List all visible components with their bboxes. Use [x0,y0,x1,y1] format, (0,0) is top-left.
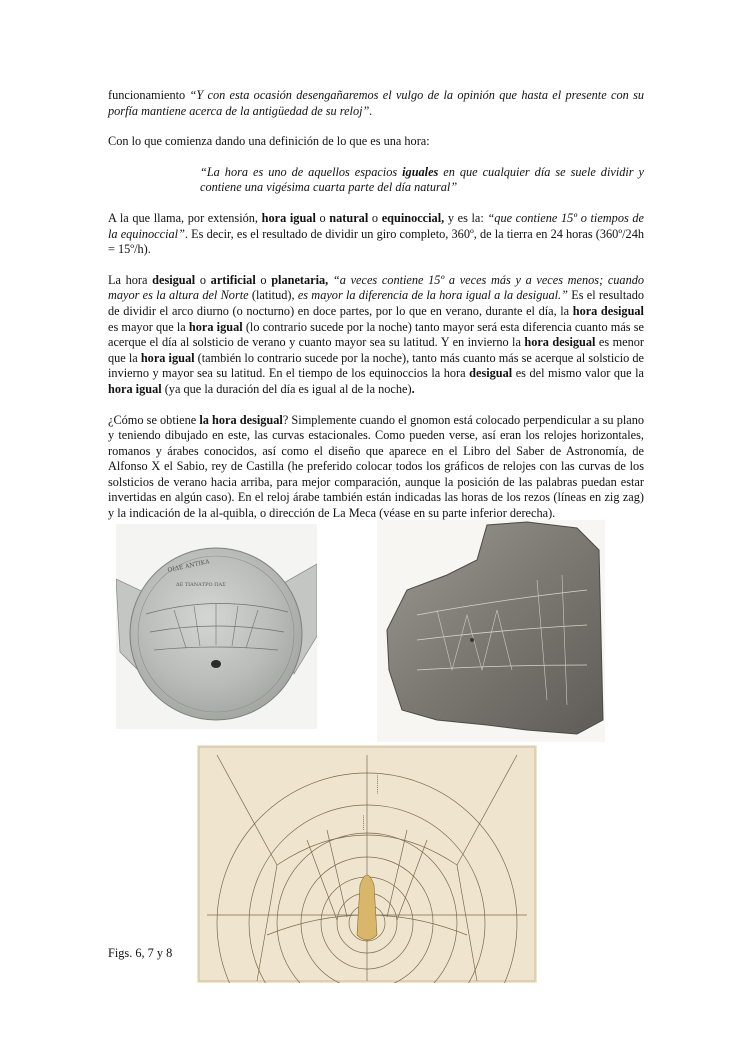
text: y es la: [444,210,488,225]
bold-text: natural [329,210,369,225]
document-body [108,88,644,537]
text: Es el resultado de dividir el arco diurno (o nocturno) en doce partes, por lo que en verano, durante el día, la [108,288,644,318]
figure-6-roman-sundial [116,524,317,729]
text: . Es decir, es el resultado de dividir un giro completo, 360º, de la tierra en 24 horas (360º/24h = 15º/h). [108,226,645,257]
quote-text: “Y con esta ocasión desengañaremos el vulgo de la opinión que hasta el presente con su porfía mantiene acerca de la antigüedad de su reloj”. [108,88,644,118]
bold-text: hora igual [108,381,162,396]
text: (latitud), [248,288,298,303]
bold-text: equinoccial, [381,210,445,225]
svg-text:ΔΕ ΤΙΑΝΑΤΡΟ ΠΑΣ: ΔΕ ΤΙΑΝΑΤΡΟ ΠΑΣ [176,582,226,588]
paragraph-3 [108,211,644,258]
bold-text: desigual [469,366,513,381]
bold-text: iguales [402,164,439,179]
text: ? Simplemente cuando el gnomon está colocado perpendicular a su plano y teniendo dibujado en este, las curvas estacionales. Como pueden verse, así eran los relojes horizontales, romanos y árabes conocidos, así como el diseño que aparece en el Libro del Saber de Astronomía, de Alfonso X el Sabio, rey de Castilla (he preferido colocar todos los gráficos de relojes con las curvas de los solsticios de verano hacia arriba, para mejor comparación, aunque la posición de las palabras puedan estar invertidas en algún caso). En el reloj árabe también están indicadas las horas de los rezos (líneas en zig zag) y la indicación de la al-quibla, o dirección de La Meca (véase en su parte inferior derecha). [108,412,645,521]
svg-text:··········: ·········· [373,775,380,795]
figure-7-arabic-sundial [377,520,605,742]
bold-text: hora desigual [572,303,644,318]
bold-text: hora igual [261,210,316,225]
svg-text:ΟΙΔΕ ΑΝΤΙΚΑ: ΟΙΔΕ ΑΝΤΙΚΑ [166,558,211,574]
arabic-sundial-illustration [377,520,605,742]
text: A la que llama, por extensión, [108,210,262,225]
roman-sundial-illustration [116,524,317,729]
bold-text: hora igual [188,319,243,334]
block-quote [200,165,644,196]
bold-text: . [411,381,415,396]
quote-text: “que contiene 15º o tiempos de la equinoccial” [108,210,645,241]
quote-text: es mayor la diferencia de la hora igual a la desigual.” [297,288,568,303]
figure-caption: Figs. 6, 7 y 8 [108,946,173,960]
text: (también lo contrario sucede por la noche), tanto más cuanto más se acerque al solsticio de invierno y mayor sea su latitud. En el tiempo de los equinoccios la hora [108,350,644,381]
bold-text: planetaria, [271,272,329,287]
text: ¿Cómo se obtiene [108,412,200,427]
text: (ya que la duración del día es igual al de la noche) [161,381,412,396]
text: es menor que la [108,335,644,365]
paragraph-1 [108,88,644,119]
paragraph-5 [108,413,644,522]
quote-text: “a veces contiene 15º a veces más y a veces menos; cuando mayor es la altura del Norte [108,272,645,303]
figure-8-alfonso-diagram [197,745,537,983]
bold-text: desigual [152,272,196,287]
text: funcionamiento [108,88,190,102]
bold-text: hora desigual [524,335,596,350]
svg-text:········: ········ [359,815,366,831]
bold-text: la hora desigual [199,412,283,427]
text: es mayor que la [108,319,189,334]
text: o [315,210,330,225]
text: es del mismo valor que la [512,366,644,381]
bold-text: artificial [210,272,256,287]
text: (lo contrario sucede por la noche) tanto mayor será esta diferencia cuanto más se acerque el día al solsticio de verano y cuanto mayor sea su latitud. Y en invierno la [108,319,644,350]
paragraph-4 [108,273,644,398]
text: en que cualquier día se suele dividir y contiene una vigésima cuarta parte del día natural” [200,164,645,195]
text: Con lo que comienza dando una definición de lo que es una hora: [108,134,430,149]
text: o [195,272,211,287]
paragraph-2 [108,134,644,150]
text: o [255,272,272,287]
bold-text: hora igual [140,350,195,365]
text: “La hora es uno de aquellos espacios [200,164,403,179]
text: La hora [108,272,153,287]
text: o [368,210,382,225]
alfonso-sundial-illustration [197,745,537,983]
